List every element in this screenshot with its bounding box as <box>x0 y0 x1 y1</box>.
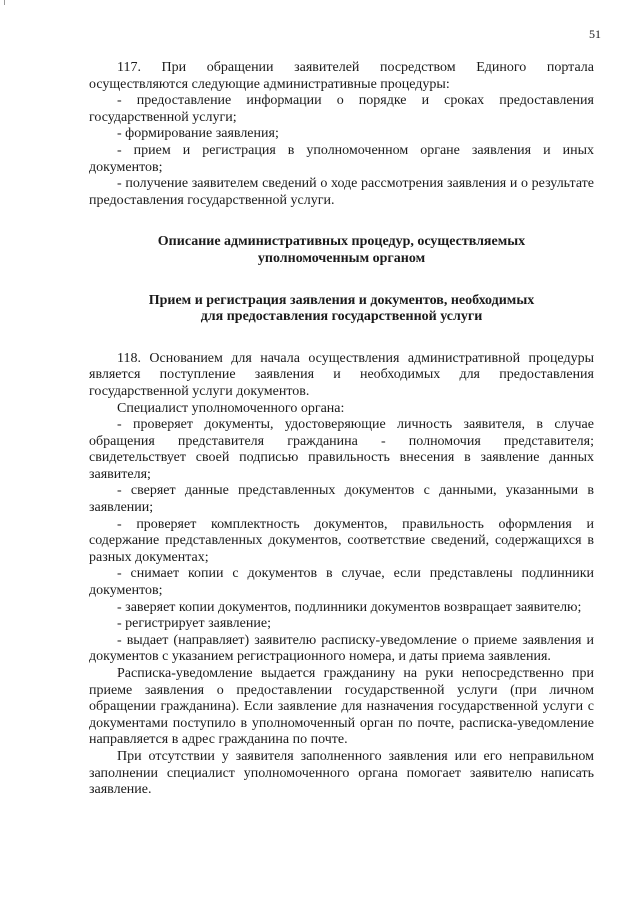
specialist-intro: Специалист уполномоченного органа: <box>117 400 345 416</box>
heading-procedures-line-1: Описание административных процедур, осуществляемых <box>157 234 526 250</box>
section-117-item-1: - предоставление информации о порядке и сроках предоставления государственной услуги; <box>89 93 594 125</box>
spacer <box>89 268 594 293</box>
section-117-item-3: - прием и регистрация в уполномоченном органе заявления и иных документов; <box>89 142 594 175</box>
specialist-item-1: - проверяет документы, удостоверяющие личность заявителя, в случае обращения представителя гражданина - полномочия представителя; свидетельствует своей подписью правильность внесения в заявление данных заявителя; <box>89 417 594 482</box>
specialist-item-5: - заверяет копии документов, подлинники документов возвращает заявителю; <box>117 599 582 615</box>
page-content <box>89 60 594 799</box>
section-117-intro-first-line: 117. При обращении заявителей посредством Единого портала <box>117 60 594 75</box>
specialist-item-2: - сверяет данные представленных документов с данными, указанными в заявлении; <box>89 483 594 516</box>
specialist-item-6: - регистрирует заявление; <box>117 616 271 632</box>
absent-application-paragraph: При отсутствии у заявителя заполненного заявления или его неправильном заполнении специалист уполномоченного органа помогает заявителю написать заявление. <box>89 748 594 798</box>
page-number: 51 <box>589 27 601 41</box>
heading-procedures-line-2: уполномоченным органом <box>257 250 426 266</box>
specialist-item-3: - проверяет комплектность документов, правильность оформления и содержание представленных документов, соответствие сведений, содержащихся в разных документах; <box>89 516 594 565</box>
spacer <box>89 326 594 351</box>
spacer <box>89 209 594 234</box>
section-118-paragraph: 118. Основанием для начала осуществления административной процедуры является поступление заявления и необходимых для предоставления государственной услуги документов. <box>89 350 594 399</box>
specialist-item-7: - выдает (направляет) заявителю расписку-уведомление о приеме заявления и документов с указанием регистрационного номера, и даты приема заявления. <box>89 632 594 665</box>
section-117-item-2: - формирование заявления; <box>117 126 279 142</box>
specialist-item-4: - снимает копии с документов в случае, если представлены подлинники документов; <box>89 566 594 599</box>
receipt-paragraph: Расписка-уведомление выдается гражданину на руки непосредственно при приеме заявления о предоставлении государственной услуги (при личном обращении гражданина). Если заявление для назначения государственной услуги с документами поступило в уполномоченный орган по почте, расписка-уведомление направляется в адрес гражданина по почте. <box>89 666 594 748</box>
heading-reception-line-2: для предоставления государственной услуги <box>200 309 483 325</box>
section-117-item-4: - получение заявителем сведений о ходе рассмотрения заявления и о результате предоставления государственной услуги. <box>89 176 594 208</box>
heading-reception-line-1: Прием и регистрация заявления и документов, необходимых <box>148 292 535 308</box>
scan-edge-mark <box>4 0 5 5</box>
section-117-intro-rest: осуществляются следующие административные процедуры: <box>89 76 450 92</box>
